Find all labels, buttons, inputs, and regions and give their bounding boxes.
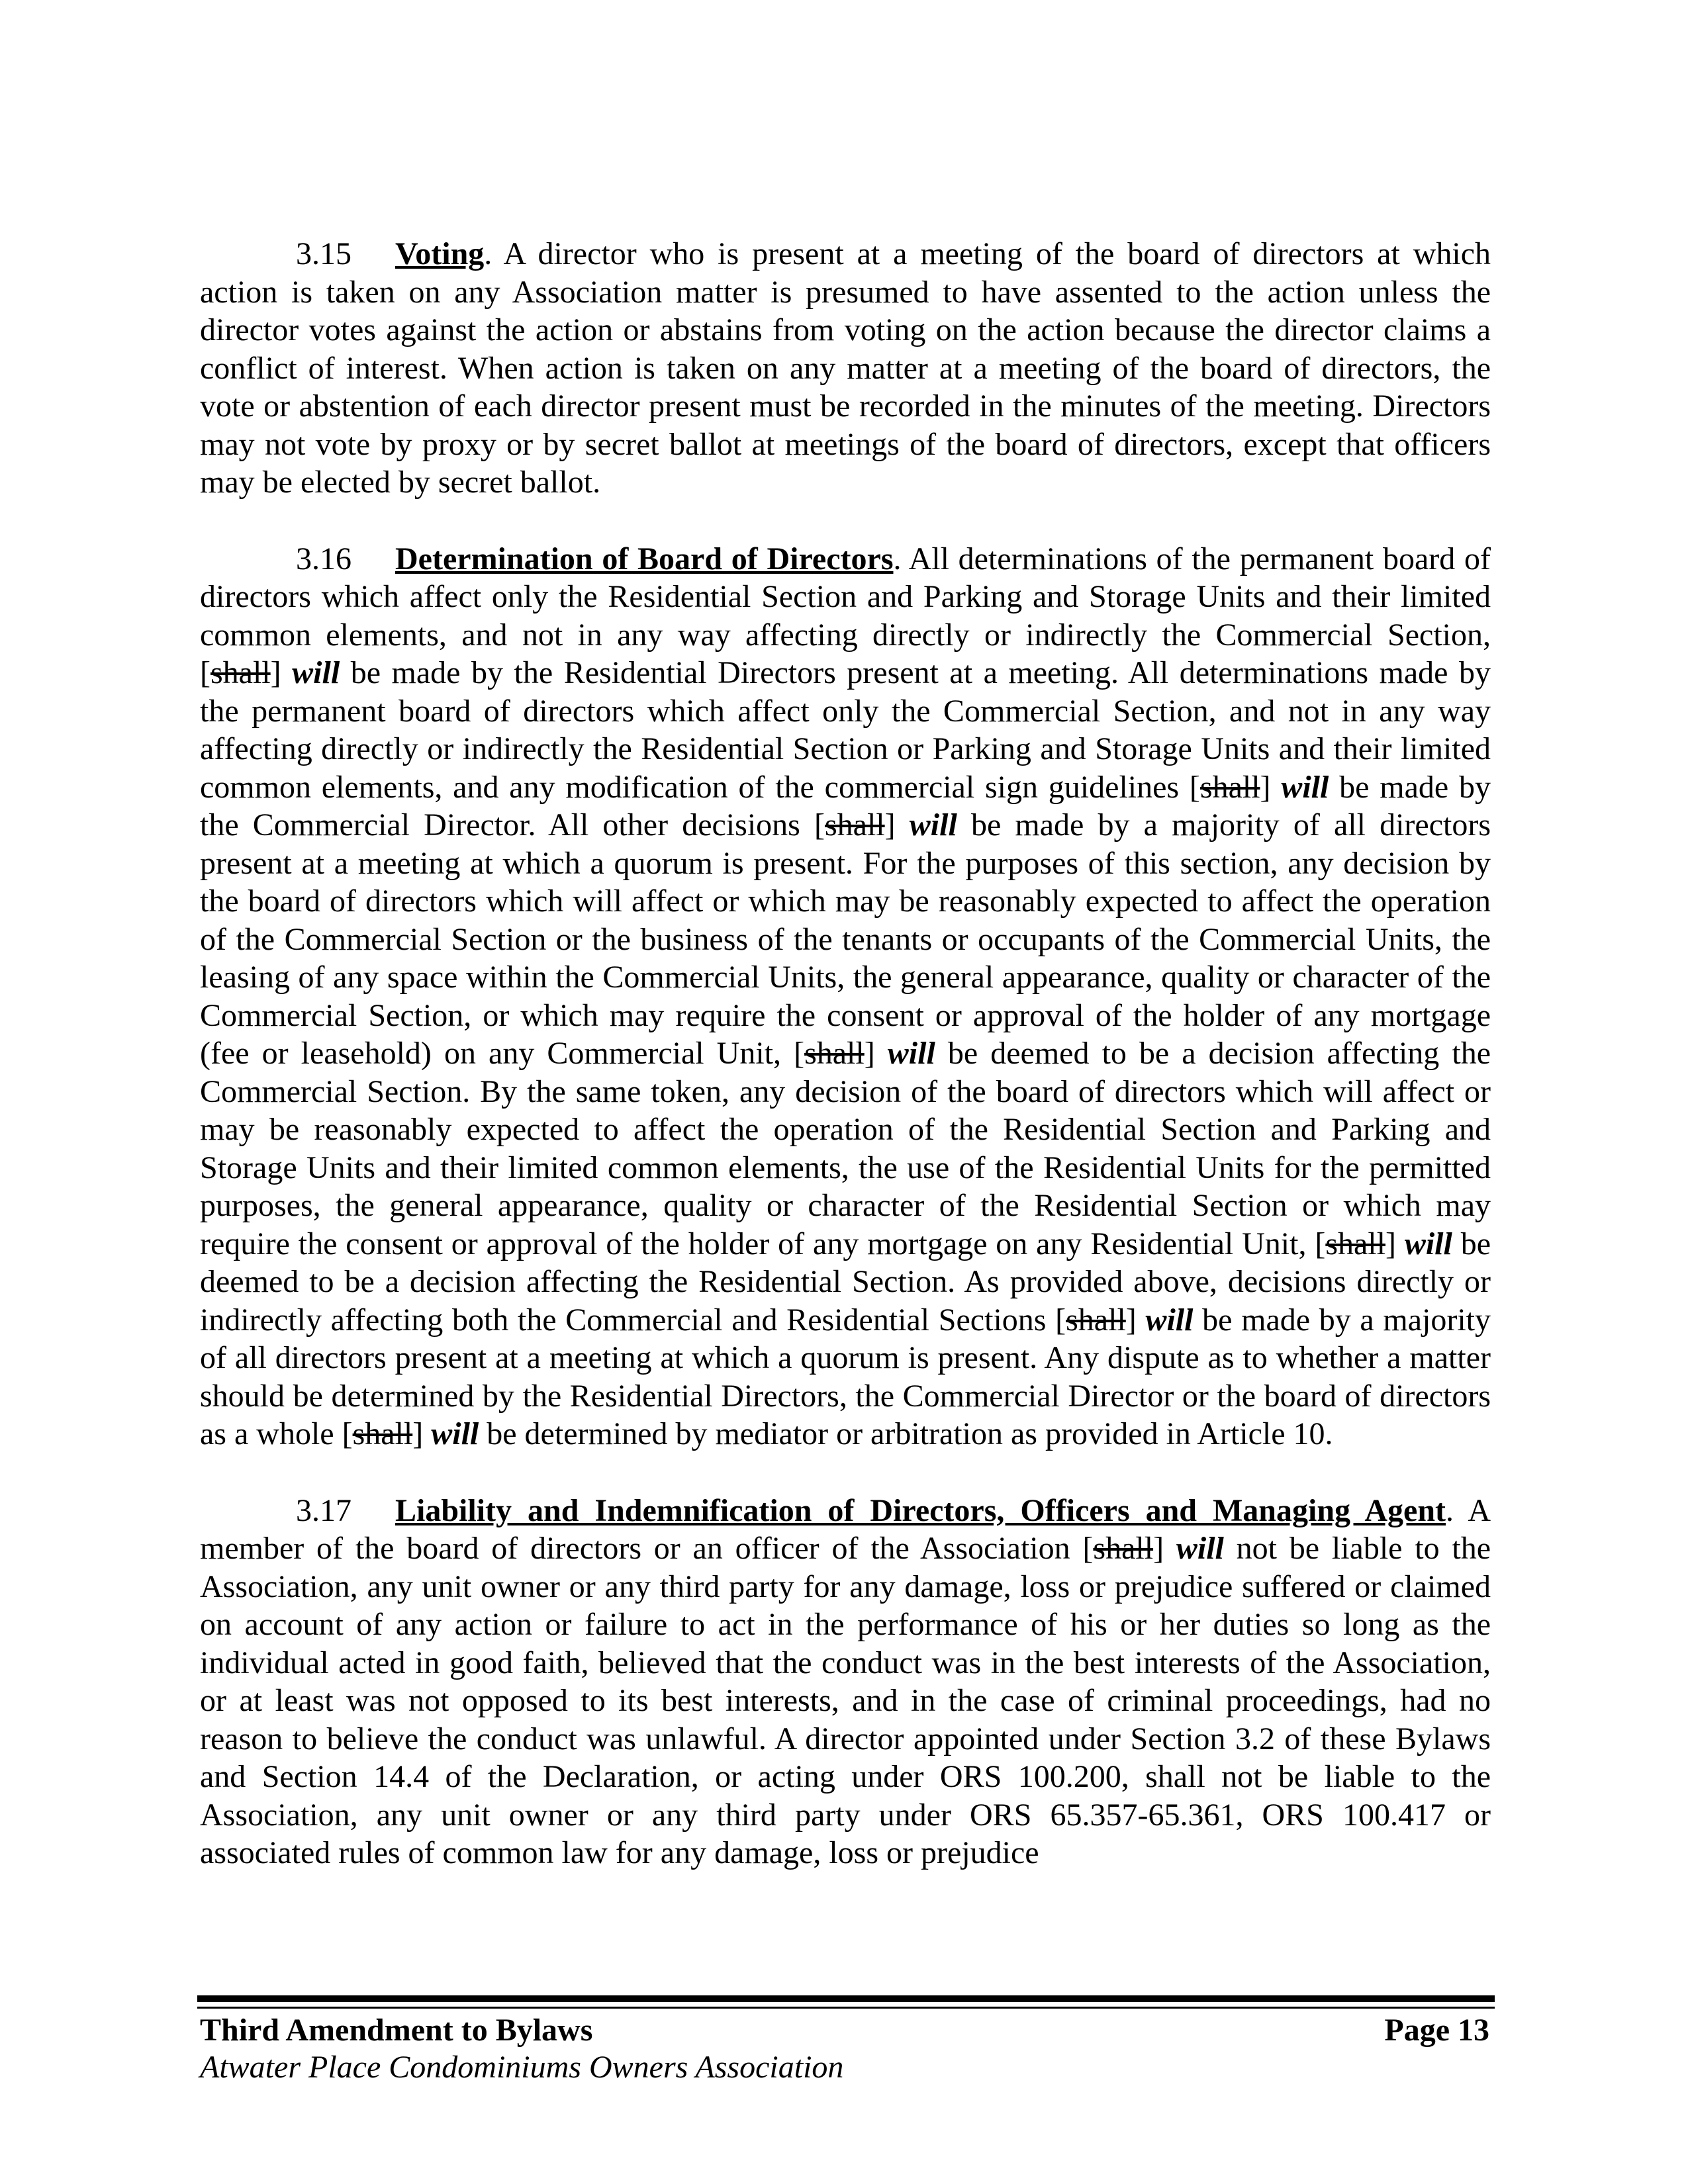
body-text: ] — [1125, 1302, 1146, 1338]
body-text: . A member of the board of directors or an officer of the Association [ — [200, 1492, 1491, 1566]
body-text: be made by a majority of all directors present at a meeting at which a quorum is present. Any dispute as to whether a matter should be determined by the Residential Directors, the Commercial Director or the board of directors as a whole [ — [200, 1302, 1491, 1451]
body-text: be determined by mediator or arbitration as provided in Article 10. — [479, 1416, 1333, 1451]
inserted-text: will — [887, 1036, 935, 1071]
body-text: ] — [864, 1036, 888, 1071]
section-number: 3.17 — [296, 1492, 352, 1528]
page-number: Page 13 — [1384, 2013, 1489, 2048]
section-heading: Determination of Board of Directors — [395, 541, 894, 576]
inserted-text: will — [1404, 1226, 1452, 1261]
body-text: ] — [1385, 1226, 1405, 1261]
body-text: ] — [1153, 1531, 1176, 1566]
section-paragraph — [200, 540, 1491, 1453]
body-text: be deemed to be a decision affecting the Residential Section. As provided above, decisions directly or indirectly affecting both the Commercial and Residential Sections [ — [200, 1226, 1491, 1338]
body-text: be made by a majority of all directors present at a meeting at which a quorum is present. For the purposes of this section, any decision by the board of directors which will affect or which may be reasonably expected to affect the operation of the Commercial Section or the business of the tenants or occupants of the Commercial Units, the leasing of any space within the Commercial Units, the general appearance, quality or character of the Commercial Section, or which may require the consent or approval of the holder of any mortgage (fee or leasehold) on any Commercial Unit, [ — [200, 807, 1491, 1071]
body-content — [200, 235, 1491, 1911]
footer-rule-thin — [197, 2007, 1495, 2009]
section-heading: Liability and Indemnification of Directors, Officers and Managing Agent — [395, 1492, 1446, 1528]
deleted-text: shall — [352, 1416, 413, 1451]
footer — [200, 2012, 843, 2086]
body-text: ] — [1260, 769, 1282, 805]
body-text: . All determinations of the permanent board of directors which affect only the Residential Section and Parking and Storage Units and their limited common elements, and not in any way affecting directly or indirectly the Commercial Section, [ — [200, 541, 1491, 690]
inserted-text: will — [909, 807, 957, 842]
deleted-text: shall — [1325, 1226, 1385, 1261]
deleted-text: shall — [804, 1036, 865, 1071]
deleted-text: shall — [210, 655, 271, 690]
inserted-text: will — [1145, 1302, 1194, 1338]
body-text: not be liable to the Association, any unit owner or any third party for any damage, loss or prejudice suffered or claimed on account of any action or failure to act in the performance of his or her duties so long as the individual acted in good faith, believed that the conduct was in the best interests of the Association, or at least was not opposed to its best interests, and in the case of criminal proceedings, had no reason to believe the conduct was unlawful. A director appointed under Section 3.2 of these Bylaws and Section 14.4 of the Declaration, or acting under ORS 100.200, shall not be liable to the Association, any unit owner or any third party under ORS 65.357-65.361, ORS 100.417 or associated rules of common law for any damage, loss or prejudice — [200, 1531, 1491, 1870]
deleted-text: shall — [824, 807, 885, 842]
body-text: . A director who is present at a meeting of the board of directors at which action is taken on any Association matter is presumed to have assented to the action unless the director votes against the action or abstains from voting on the action because the director claims a conflict of interest. When action is taken on any matter at a meeting of the board of directors, the vote or abstention of each director present must be recorded in the minutes of the meeting. Directors may not vote by proxy or by secret ballot at meetings of the board of directors, except that officers may be elected by secret ballot. — [200, 236, 1491, 500]
section-number: 3.15 — [296, 236, 352, 271]
footer-title: Third Amendment to Bylaws — [200, 2013, 593, 2048]
inserted-text: will — [1281, 769, 1329, 805]
footer-subtitle: Atwater Place Condominiums Owners Association — [200, 2050, 844, 2085]
inserted-text: will — [431, 1416, 479, 1451]
deleted-text: shall — [1093, 1531, 1154, 1566]
body-text: be deemed to be a decision affecting the Commercial Section. By the same token, any decision of the board of directors which will affect or may be reasonably expected to affect the operation of the Residential Section and Parking and Storage Units and their limited common elements, the use of the Residential Units for the permitted purposes, the general appearance, quality or character of the Residential Section or which may require the consent or approval of the holder of any mortgage on any Residential Unit, [ — [200, 1036, 1491, 1261]
body-text: be made by the Commercial Director. All other decisions [ — [200, 769, 1491, 842]
deleted-text: shall — [1066, 1302, 1126, 1338]
section-paragraph — [200, 235, 1491, 502]
deleted-text: shall — [1199, 769, 1260, 805]
section-number: 3.16 — [296, 541, 352, 576]
footer-rule-thick — [197, 1995, 1495, 2002]
body-text: ] — [270, 655, 293, 690]
body-text: be made by the Residential Directors present at a meeting. All determinations made by the permanent board of directors which affect only the Commercial Section, and not in any way affecting directly or indirectly the Residential Section or Parking and Storage Units and their limited common elements, and any modification of the commercial sign guidelines [ — [200, 655, 1491, 805]
body-text: ] — [412, 1416, 432, 1451]
inserted-text: will — [1176, 1531, 1224, 1566]
section-paragraph — [200, 1492, 1491, 1872]
body-text: ] — [884, 807, 910, 842]
inserted-text: will — [292, 655, 340, 690]
section-heading: Voting — [395, 236, 485, 271]
